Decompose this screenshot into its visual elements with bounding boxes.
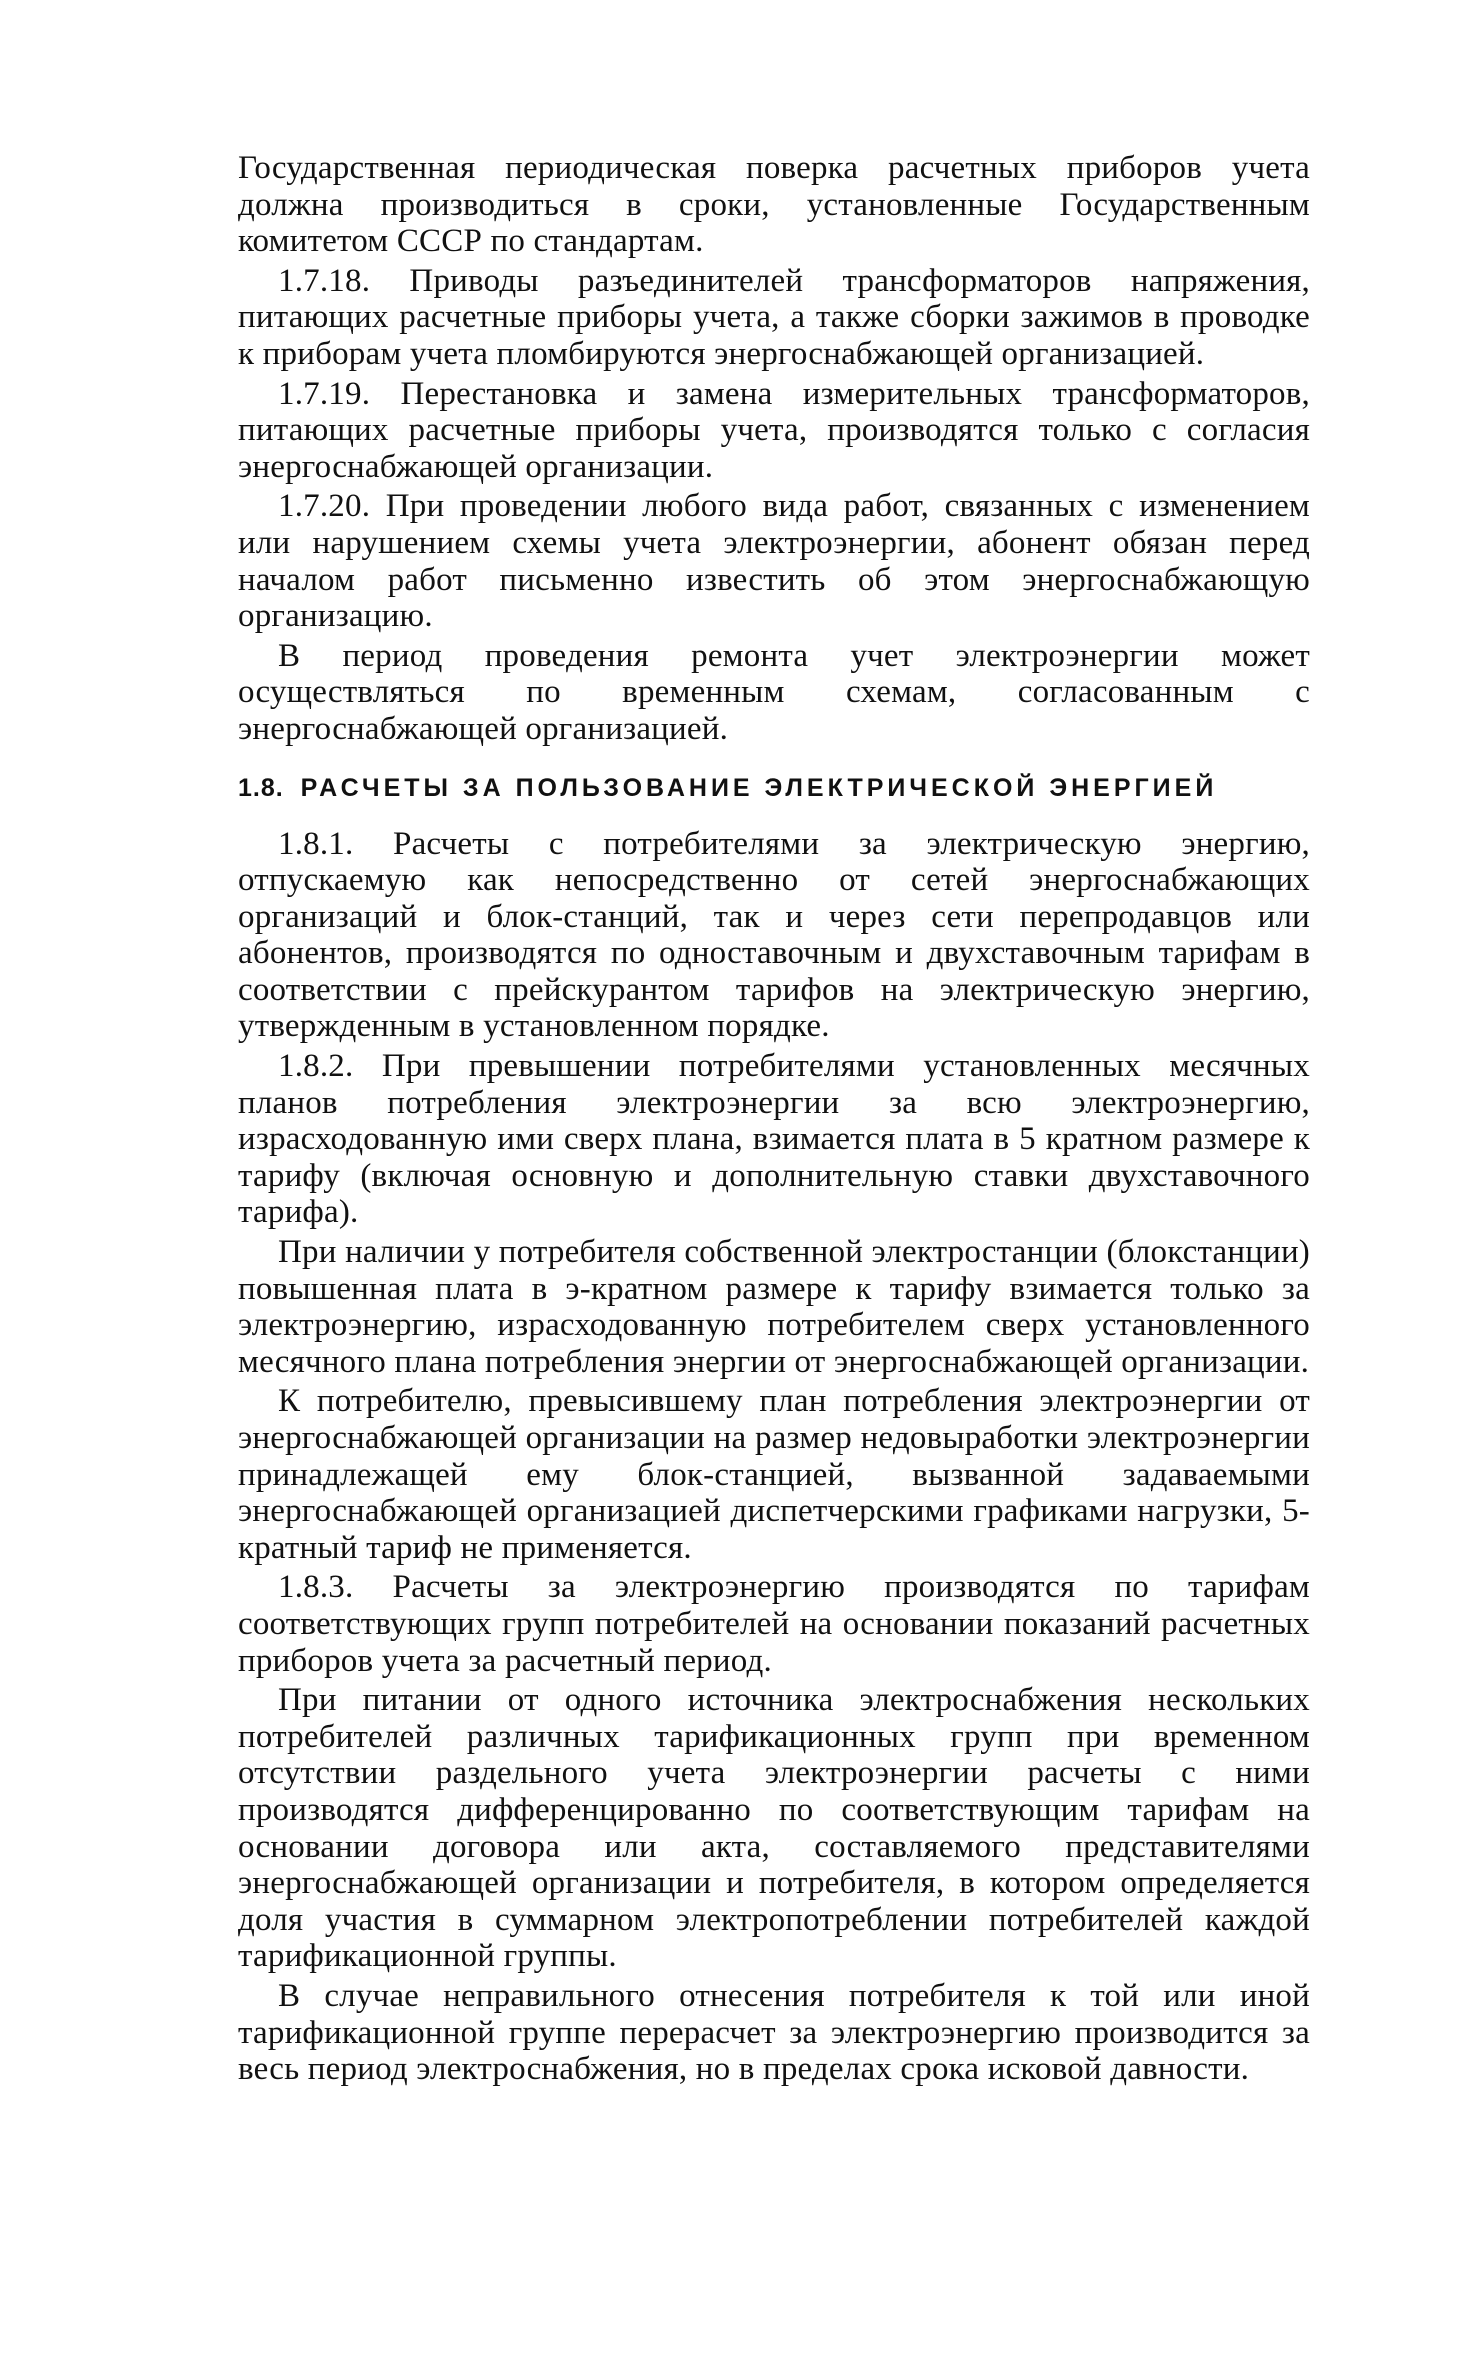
- clause-number: 1.8.3.: [278, 1569, 354, 1606]
- paragraph-repair-period: [238, 638, 1310, 748]
- paragraph-text: В случае неправильного отнесения потребителя к той или иной тарификационной группе перерасчет за электроэнергию производится за весь период электроснабжения, но в пределах срока исковой давности.: [238, 1977, 1310, 2088]
- document-page: [238, 150, 1310, 2091]
- paragraph-text: Приводы разъединителей трансформаторов напряжения, питающих расчетные приборы учета, а также сборки зажимов в проводке к приборам учета пломбируются энергоснабжающей организацией.: [238, 262, 1311, 372]
- section-heading: [238, 772, 1310, 804]
- paragraph-1-7-19: [238, 376, 1310, 486]
- paragraph-1-7-18: [238, 263, 1310, 373]
- paragraph-text: При проведении любого вида работ, связанных с изменением или нарушением схемы учета электроэнергии, абонент обязан перед началом работ письменно известить об этом энергоснабжающую организацию.: [238, 488, 1311, 635]
- clause-number: 1.8.1.: [278, 825, 354, 862]
- paragraph-text: К потребителю, превысившему план потребления электроэнергии от энергоснабжающей организации на размер недовыработки электроэнергии принадлежащей ему блок-станцией, вызванной задаваемыми энергоснабжающей организацией диспетчерскими графиками нагрузки, 5-кратный тариф не применяется.: [238, 1383, 1310, 1566]
- clause-number: 1.8.2.: [278, 1048, 354, 1085]
- clause-number: 1.7.20.: [278, 488, 371, 525]
- paragraph-single-source: [238, 1682, 1310, 1975]
- paragraph-text: При питании от одного источника электроснабжения нескольких потребителей различных тарификационных групп при временном отсутствии раздельного учета электроэнергии расчеты с ними производятся дифференцированно по соответствующим тарифам на основании договора или акта, составляемого представителями энергоснабжающей организации и потребителя, в котором определяется доля участия в суммарном электропотреблении потребителей каждой тарификационной группы.: [238, 1682, 1310, 1975]
- paragraph-1-8-1: [238, 826, 1310, 1046]
- clause-number: 1.7.19.: [278, 375, 371, 412]
- paragraph-text: При превышении потребителями установленных месячных планов потребления электроэнергии за всю электроэнергию, израсходованную ими сверх плана, взимается плата в 5 кратном размере к тарифу (включая основную и дополнительную ставки двухставочного тарифа).: [238, 1048, 1310, 1231]
- paragraph-own-power-station: [238, 1234, 1310, 1380]
- paragraph-text: Расчеты с потребителями за электрическую энергию, отпускаемую как непосредственно от сетей энергоснабжающих организаций и блок-станций, так и через сети перепродавцов или абонентов, производятся по одноставочным и двухставочным тарифам в соответствии с прейскурантом тарифов на электрическую энергию, утвержденным в установленном порядке.: [238, 825, 1311, 1045]
- paragraph-text: Расчеты за электроэнергию производятся по тарифам соответствующих групп потребителей на основании показаний расчетных приборов учета за расчетный период.: [238, 1569, 1311, 1679]
- paragraph-text: В период проведения ремонта учет электроэнергии может осуществляться по временным схемам, согласованным с энергоснабжающей организацией.: [238, 637, 1310, 747]
- paragraph-text: Государственная периодическая поверка расчетных приборов учета должна производиться в сроки, установленные Государственным комитетом СССР по стандартам.: [238, 150, 1310, 260]
- paragraph-verification: [238, 150, 1310, 260]
- clause-number: 1.7.18.: [278, 262, 371, 299]
- section-title: РАСЧЕТЫ ЗА ПОЛЬЗОВАНИЕ ЭЛЕКТРИЧЕСКОЙ ЭНЕРГИЕЙ: [300, 773, 1218, 802]
- section-number: 1.8.: [238, 773, 284, 802]
- paragraph-1-8-2: [238, 1048, 1310, 1231]
- paragraph-text: При наличии у потребителя собственной электростанции (блокстанции) повышенная плата в э-кратном размере к тарифу взимается только за электроэнергию, израсходованную потребителем сверх установленного месячного плана потребления энергии от энергоснабжающей организации.: [238, 1234, 1310, 1380]
- paragraph-1-7-20: [238, 488, 1310, 634]
- paragraph-exceeding-plan: [238, 1383, 1310, 1566]
- paragraph-text: Перестановка и замена измерительных трансформаторов, питающих расчетные приборы учета, производятся только с согласия энергоснабжающей организации.: [238, 375, 1310, 485]
- paragraph-1-8-3: [238, 1569, 1310, 1679]
- paragraph-misclassification: [238, 1978, 1310, 2088]
